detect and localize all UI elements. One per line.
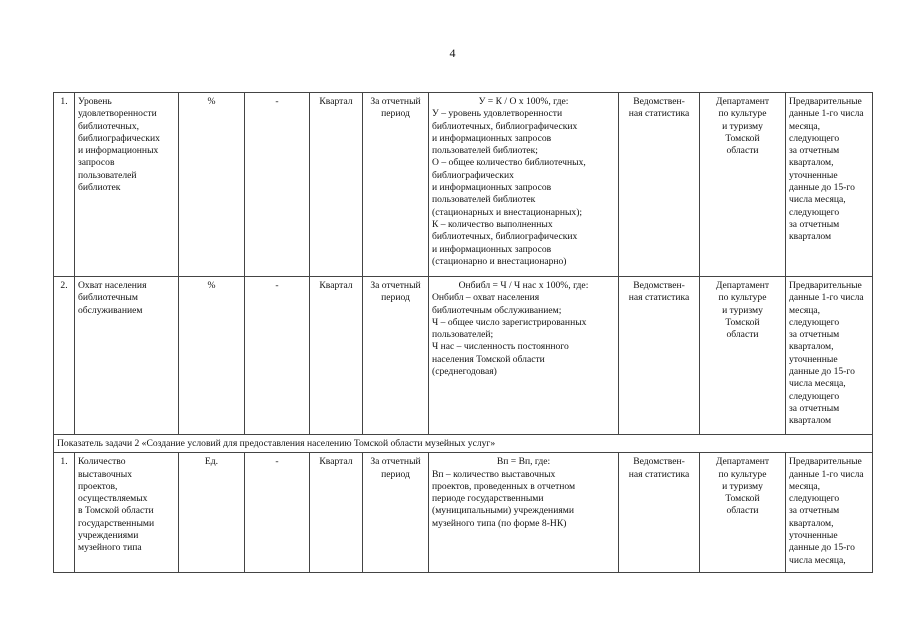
- text-line: данные 1-го числа: [789, 292, 864, 304]
- text-line: выставочных: [78, 468, 133, 480]
- text-line: музейного типа (по форме 8-НК): [432, 517, 567, 529]
- text-line: следующего: [789, 390, 840, 402]
- unit-cell: Ед.: [179, 453, 245, 573]
- text-line: пользователей библиотек: [432, 194, 536, 206]
- text-line: Вп = Вп, где:: [496, 456, 551, 468]
- text-line: Предварительные: [789, 96, 862, 107]
- unit-cell: %: [179, 93, 245, 277]
- text-line: пользователей: [78, 169, 137, 181]
- text-line: Департамент: [715, 96, 770, 107]
- text-line: за отчетным: [789, 145, 840, 157]
- text-line: Онбибл – охват населения: [432, 292, 540, 304]
- text-line: Ч – общее число зарегистрированных: [432, 316, 587, 328]
- text-line: и информационных запросов: [432, 132, 552, 144]
- section-title: Показатель задачи 2 «Создание условий для предоставления населению Томской области музейных услуг»: [54, 435, 873, 453]
- indicator-name-cell: [75, 453, 179, 573]
- text-line: данные до 15-го: [789, 366, 855, 378]
- text-line: (стационарно и внестационарно): [432, 255, 567, 267]
- text-line: следующего: [789, 316, 840, 328]
- text-line: по культуре: [718, 108, 767, 120]
- dash-cell: -: [245, 93, 310, 277]
- text-line: кварталом: [789, 231, 832, 243]
- text-line: месяца,: [789, 120, 821, 132]
- text-line: и информационных: [78, 145, 159, 157]
- deadline-cell: [786, 453, 873, 573]
- formula-cell: [429, 453, 619, 573]
- text-line: период: [381, 468, 410, 480]
- data-source-cell: [619, 277, 700, 435]
- text-line: кварталом,: [789, 517, 834, 529]
- text-line: У = К / О х 100%, где:: [478, 96, 569, 107]
- text-line: За отчетный: [370, 96, 421, 107]
- text-line: За отчетный: [370, 456, 421, 468]
- text-line: уточненные: [789, 169, 838, 181]
- text-line: по культуре: [718, 292, 767, 304]
- text-line: библиотечных, библиографических: [432, 120, 578, 132]
- text-line: за отчетным: [789, 402, 840, 414]
- text-line: Томской: [725, 316, 760, 328]
- table-row: [54, 453, 873, 573]
- formula-cell: [429, 277, 619, 435]
- text-line: числа месяца,: [789, 554, 846, 566]
- text-line: ная статистика: [628, 292, 690, 304]
- text-line: проектов, проведенных в отчетном: [432, 480, 576, 492]
- text-line: за отчетным: [789, 505, 840, 517]
- text-line: и туризму: [722, 120, 763, 132]
- row-number-cell: 1.: [54, 453, 75, 573]
- unit-cell: %: [179, 277, 245, 435]
- text-line: Ведомствен-: [633, 456, 685, 468]
- text-line: обслуживанием: [78, 304, 143, 316]
- text-line: Вп – количество выставочных: [432, 468, 556, 480]
- dash-cell: -: [245, 277, 310, 435]
- table-row: [54, 93, 873, 277]
- text-line: и туризму: [722, 304, 763, 316]
- text-line: Онбибл = Ч / Ч нас х 100%, где:: [458, 280, 589, 291]
- text-line: за отчетным: [789, 329, 840, 341]
- row-number-cell: 1.: [54, 93, 75, 277]
- text-line: ная статистика: [628, 468, 690, 480]
- text-line: У – уровень удовлетворенности: [432, 108, 563, 120]
- responsible-dept-cell: [700, 93, 786, 277]
- text-line: и информационных запросов: [432, 182, 552, 194]
- text-line: библиотечных,: [78, 120, 140, 132]
- text-line: в Томской области: [78, 505, 154, 517]
- text-line: следующего: [789, 132, 840, 144]
- reporting-period-cell: [363, 453, 429, 573]
- text-line: проектов,: [78, 480, 118, 492]
- periodicity-cell: Квартал: [310, 93, 363, 277]
- text-line: числа месяца,: [789, 378, 846, 390]
- text-line: За отчетный: [370, 280, 421, 291]
- text-line: удовлетворенности: [78, 108, 157, 120]
- text-line: библиотечных, библиографических: [432, 231, 578, 243]
- text-line: месяца,: [789, 480, 821, 492]
- text-line: уточненные: [789, 530, 838, 542]
- text-line: Предварительные: [789, 456, 862, 468]
- text-line: числа месяца,: [789, 194, 846, 206]
- text-line: Количество: [78, 456, 126, 468]
- text-line: Томской: [725, 493, 760, 505]
- text-line: месяца,: [789, 304, 821, 316]
- text-line: кварталом,: [789, 157, 834, 169]
- text-line: данные 1-го числа: [789, 468, 864, 480]
- text-line: населения Томской области: [432, 353, 545, 365]
- text-line: Департамент: [715, 280, 770, 291]
- text-line: осуществляемых: [78, 493, 148, 505]
- text-line: библиографических: [432, 169, 514, 181]
- dash-cell: -: [245, 453, 310, 573]
- indicator-name-cell: [75, 93, 179, 277]
- text-line: Томской: [725, 132, 760, 144]
- text-line: библиотечным: [78, 292, 138, 304]
- formula-cell: [429, 93, 619, 277]
- responsible-dept-cell: [700, 277, 786, 435]
- text-line: Ведомствен-: [633, 96, 685, 107]
- text-line: следующего: [789, 206, 840, 218]
- text-line: Ч нас – численность постоянного: [432, 341, 569, 353]
- indicators-table: [53, 92, 873, 573]
- text-line: Ведомствен-: [633, 280, 685, 291]
- text-line: за отчетным: [789, 218, 840, 230]
- text-line: государственными: [78, 517, 155, 529]
- page-number: 4: [449, 46, 456, 60]
- data-source-cell: [619, 453, 700, 573]
- text-line: период: [381, 108, 410, 120]
- text-line: кварталом,: [789, 341, 834, 353]
- text-line: данные 1-го числа: [789, 108, 864, 120]
- text-line: уточненные: [789, 353, 838, 365]
- text-line: О – общее количество библиотечных,: [432, 157, 586, 169]
- text-line: области: [726, 505, 759, 517]
- text-line: учреждениями: [78, 530, 139, 542]
- deadline-cell: [786, 277, 873, 435]
- text-line: запросов: [78, 157, 115, 169]
- indicator-name-cell: [75, 277, 179, 435]
- reporting-period-cell: [363, 277, 429, 435]
- text-line: пользователей;: [432, 329, 494, 341]
- text-line: и информационных запросов: [432, 243, 552, 255]
- text-line: кварталом: [789, 415, 832, 427]
- text-line: музейного типа: [78, 542, 142, 554]
- text-line: Охват населения: [78, 280, 147, 291]
- data-source-cell: [619, 93, 700, 277]
- text-line: период: [381, 292, 410, 304]
- text-line: периоде государственными: [432, 493, 544, 505]
- deadline-cell: [786, 93, 873, 277]
- text-line: пользователей библиотек;: [432, 145, 538, 157]
- text-line: по культуре: [718, 468, 767, 480]
- periodicity-cell: Квартал: [310, 277, 363, 435]
- text-line: области: [726, 145, 759, 157]
- text-line: и туризму: [722, 480, 763, 492]
- text-line: области: [726, 329, 759, 341]
- responsible-dept-cell: [700, 453, 786, 573]
- text-line: данные до 15-го: [789, 182, 855, 194]
- text-line: Предварительные: [789, 280, 862, 291]
- table-row: [54, 277, 873, 435]
- text-line: (муниципальными) учреждениями: [432, 505, 574, 517]
- text-line: (стационарных и внестационарных);: [432, 206, 583, 218]
- text-line: (среднегодовая): [432, 366, 497, 378]
- text-line: данные до 15-го: [789, 542, 855, 554]
- text-line: библиотек: [78, 182, 121, 194]
- text-line: Департамент: [715, 456, 770, 468]
- row-number-cell: 2.: [54, 277, 75, 435]
- text-line: библиографических: [78, 132, 160, 144]
- text-line: следующего: [789, 493, 840, 505]
- reporting-period-cell: [363, 93, 429, 277]
- periodicity-cell: Квартал: [310, 453, 363, 573]
- text-line: библиотечным обслуживанием;: [432, 304, 562, 316]
- text-line: ная статистика: [628, 108, 690, 120]
- section-header-row: [54, 435, 873, 453]
- text-line: Уровень: [78, 96, 112, 107]
- text-line: К – количество выполненных: [432, 218, 553, 230]
